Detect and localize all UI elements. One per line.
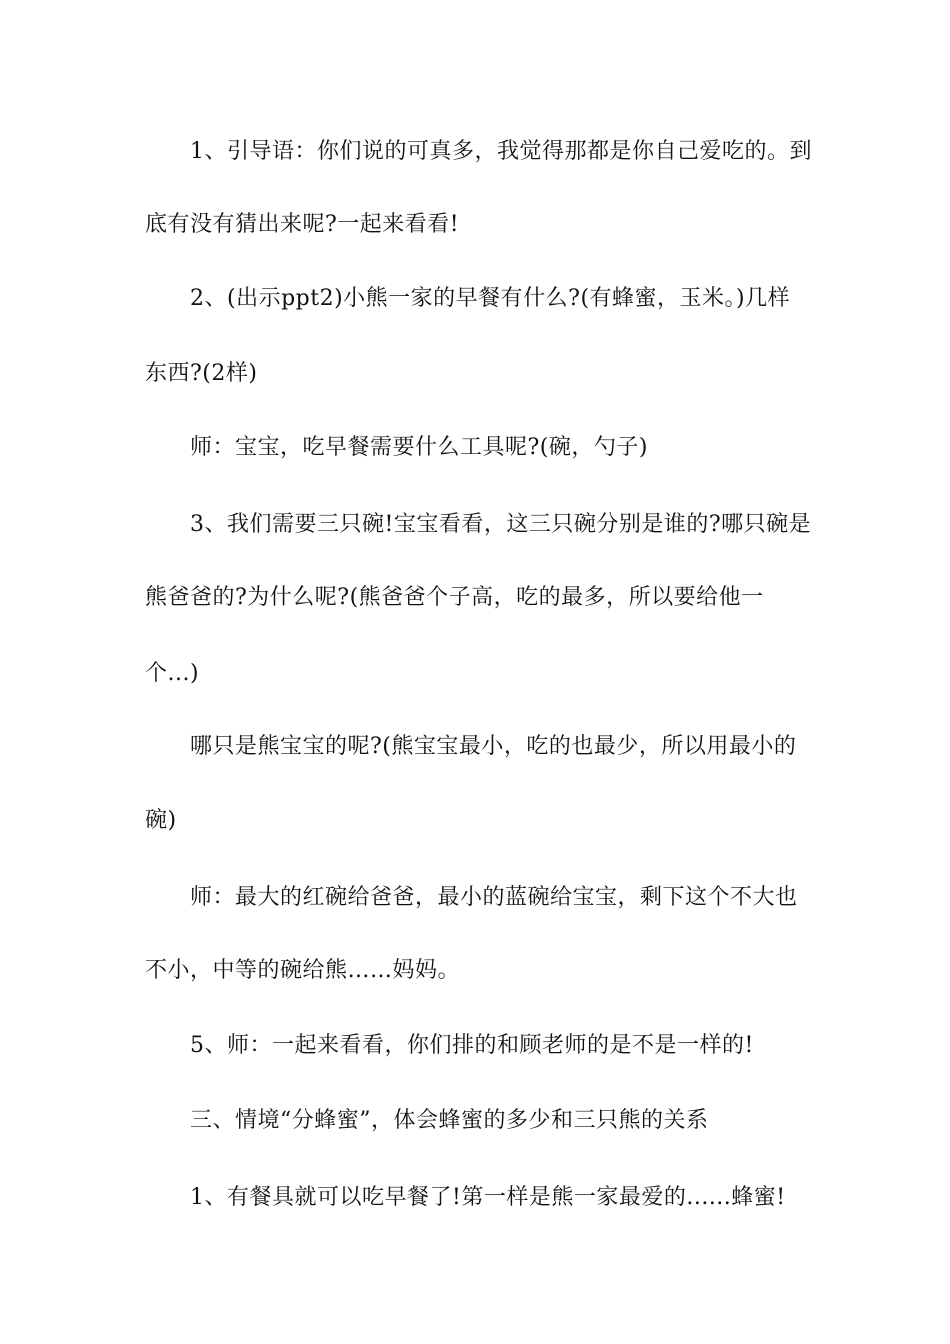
text-line-9: 哪只是熊宝宝的呢?(熊宝宝最小，吃的也最少，所以用最小的: [190, 734, 797, 759]
text-line-4: 东西?(2样): [145, 361, 258, 386]
text-line-5: 师：宝宝，吃早餐需要什么工具呢?(碗，勺子): [190, 435, 648, 460]
text-line-6: 3、我们需要三只碗!宝宝看看，这三只碗分别是谁的?哪只碗是: [190, 512, 812, 537]
text-line-1: 1、引导语：你们说的可真多，我觉得那都是你自己爱吃的。到: [190, 139, 812, 164]
text-line-7: 熊爸爸的?为什么呢?(熊爸爸个子高，吃的最多，所以要给他一: [145, 585, 764, 610]
text-line-10: 碗): [145, 808, 177, 833]
text-line-11: 师：最大的红碗给爸爸，最小的蓝碗给宝宝，剩下这个不大也: [190, 885, 798, 910]
text-line-8: 个...): [145, 661, 200, 686]
text-line-14: 三、情境“分蜂蜜”，体会蜂蜜的多少和三只熊的关系: [190, 1108, 709, 1133]
text-line-15: 1、有餐具就可以吃早餐了!第一样是熊一家最爱的......蜂蜜!: [190, 1185, 786, 1210]
text-line-3: 2、(出示ppt2)小熊一家的早餐有什么?(有蜂蜜，玉米。)几样: [190, 286, 791, 311]
text-line-13: 5、师：一起来看看，你们排的和顾老师的是不是一样的!: [190, 1033, 754, 1058]
text-line-2: 底有没有猜出来呢?一起来看看!: [145, 212, 460, 237]
text-line-12: 不小，中等的碗给熊……妈妈。: [145, 958, 461, 983]
